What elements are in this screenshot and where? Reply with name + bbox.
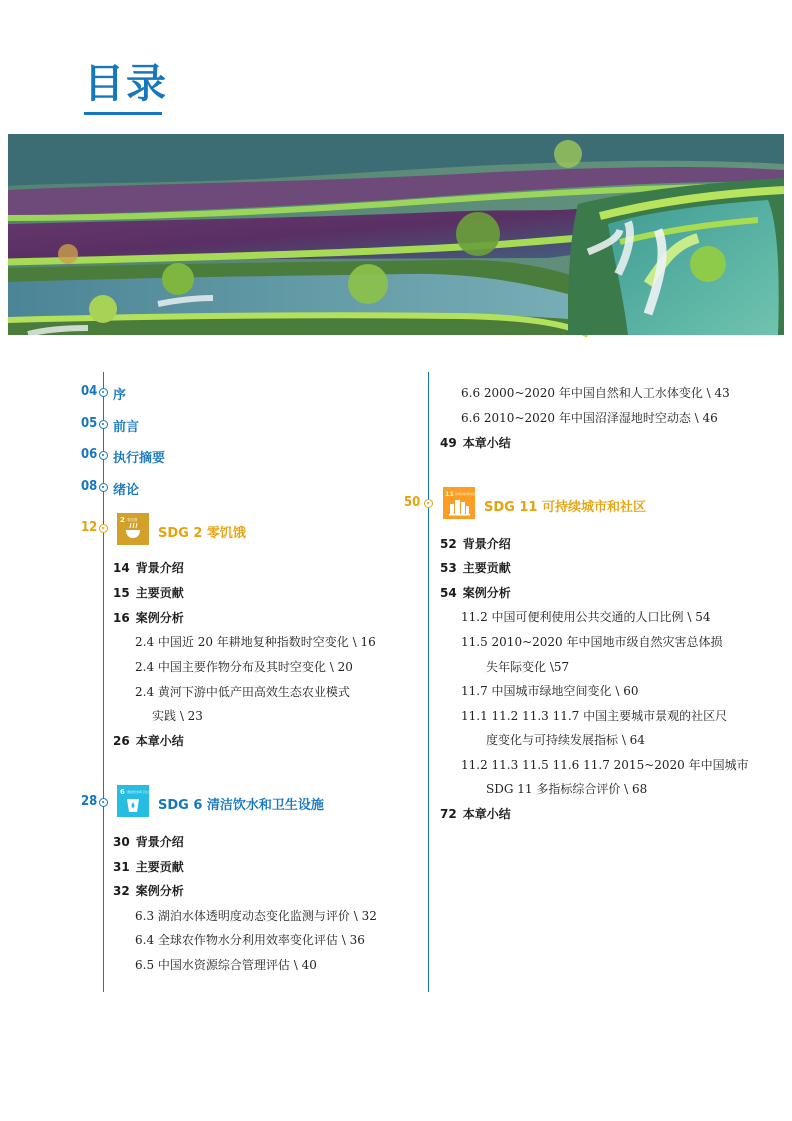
section-case-analysis[interactable]	[440, 584, 511, 601]
section-label: 本章小结	[135, 734, 184, 748]
case-item[interactable]: 6.3 湖泊水体透明度动态变化监测与评价 \ 32	[135, 909, 377, 923]
section-number: 16	[113, 611, 130, 625]
section-background[interactable]	[113, 833, 184, 850]
case-item[interactable]: 11.5 2010~2020 年中国地市级自然灾害总体损	[461, 635, 723, 649]
section-number: 54	[440, 586, 457, 600]
section-background[interactable]	[113, 559, 184, 576]
right-timeline-line	[428, 372, 429, 992]
toc-number: 04	[81, 384, 98, 399]
case-item[interactable]: 11.1 11.2 11.3 11.7 中国主要城市景观的社区尺	[461, 709, 728, 723]
section-label: 本章小结	[462, 807, 511, 821]
section-label: 背景介绍	[135, 835, 184, 849]
section-label: 本章小结	[462, 436, 511, 450]
sdg6-number: 6	[120, 788, 125, 796]
case-item[interactable]: 11.2 11.3 11.5 11.6 11.7 2015~2020 年中国城市	[461, 758, 749, 772]
section-number: 53	[440, 561, 457, 575]
case-item[interactable]: 6.6 2010~2020 年中国沼泽湿地时空动态 \ 46	[461, 411, 718, 425]
toc-entry-preface[interactable]: 序	[113, 388, 127, 403]
sdg2-number: 2	[120, 516, 125, 524]
banner-photo	[8, 134, 784, 335]
case-item[interactable]: 11.2 中国可便利使用公共交通的人口比例 \ 54	[461, 610, 711, 624]
case-item[interactable]: 11.7 中国城市绿地空间变化 \ 60	[461, 684, 639, 698]
page-title: 目录	[84, 61, 168, 107]
section-label: 背景介绍	[135, 561, 184, 575]
timeline-dot-icon	[99, 483, 108, 492]
section-label: 案例分析	[462, 586, 511, 600]
case-item-continued[interactable]: SDG 11 多指标综合评价 \ 68	[486, 782, 648, 796]
toc-number: 08	[81, 479, 98, 494]
terraced-fields-photo	[8, 134, 784, 335]
section-number: 30	[113, 835, 130, 849]
section-contributions[interactable]	[113, 858, 184, 875]
chapter-title-sdg6[interactable]: SDG 6 清洁饮水和卫生设施	[158, 798, 324, 813]
case-item[interactable]: 6.5 中国水资源综合管理评估 \ 40	[135, 958, 317, 972]
timeline-dot-icon	[99, 524, 108, 533]
timeline-dot-icon	[99, 798, 108, 807]
case-item-continued[interactable]: 度变化与可持续发展指标 \ 64	[486, 733, 645, 747]
section-number: 72	[440, 807, 457, 821]
section-label: 案例分析	[135, 884, 184, 898]
toc-number: 06	[81, 447, 98, 462]
chapter-number: 12	[81, 520, 98, 535]
section-label: 主要贡献	[135, 860, 184, 874]
toc-entry-executive-summary[interactable]: 执行摘要	[113, 451, 166, 466]
section-background[interactable]	[440, 535, 511, 552]
section-chapter-summary[interactable]	[440, 805, 511, 822]
section-number: 14	[113, 561, 130, 575]
section-case-analysis[interactable]	[113, 882, 184, 899]
chapter-number: 28	[81, 794, 98, 809]
timeline-dot-icon	[99, 420, 108, 429]
chapter-title-sdg2[interactable]: SDG 2 零饥饿	[158, 526, 246, 541]
case-item-continued[interactable]: 实践 \ 23	[152, 709, 203, 723]
section-number: 31	[113, 860, 130, 874]
section-contributions[interactable]	[440, 559, 511, 576]
timeline-dot-icon	[424, 499, 433, 508]
sdg2-icon	[117, 513, 149, 545]
timeline-dot-icon	[99, 451, 108, 460]
section-contributions[interactable]	[113, 584, 184, 601]
section-label: 背景介绍	[462, 537, 511, 551]
toc-entry-foreword[interactable]: 前言	[113, 420, 140, 435]
chapter-title-sdg11[interactable]: SDG 11 可持续城市和社区	[484, 500, 646, 515]
section-label: 主要贡献	[135, 586, 184, 600]
sdg11-icon	[443, 487, 475, 519]
sdg11-caption: 可持续城市和社区	[455, 493, 476, 496]
case-item[interactable]: 2.4 黄河下游中低产田高效生态农业模式	[135, 685, 350, 699]
section-case-analysis[interactable]	[113, 609, 184, 626]
sdg6-caption: 清洁饮水和卫生设施	[127, 790, 155, 794]
case-item-continued[interactable]: 失年际变化 \57	[486, 660, 570, 674]
section-number: 26	[113, 734, 130, 748]
section-label: 案例分析	[135, 611, 184, 625]
toc-entry-introduction[interactable]: 绪论	[113, 483, 140, 498]
case-item[interactable]: 6.6 2000~2020 年中国自然和人工水体变化 \ 43	[461, 386, 730, 400]
timeline-dot-icon	[99, 388, 108, 397]
sdg6-icon	[117, 785, 155, 817]
sdg11-number: 11	[445, 490, 455, 498]
chapter-number: 50	[404, 495, 421, 510]
title-underline	[84, 112, 162, 115]
section-number: 52	[440, 537, 457, 551]
left-timeline-line	[103, 372, 104, 992]
section-number: 15	[113, 586, 130, 600]
section-number: 49	[440, 436, 457, 450]
section-number: 32	[113, 884, 130, 898]
sdg2-caption: 零饥饿	[127, 518, 138, 522]
section-label: 主要贡献	[462, 561, 511, 575]
case-item[interactable]: 2.4 中国近 20 年耕地复种指数时空变化 \ 16	[135, 635, 376, 649]
section-chapter-summary[interactable]	[113, 732, 184, 749]
case-item[interactable]: 6.4 全球农作物水分利用效率变化评估 \ 36	[135, 933, 365, 947]
toc-number: 05	[81, 416, 98, 431]
section-chapter-summary[interactable]	[440, 434, 511, 451]
case-item[interactable]: 2.4 中国主要作物分布及其时空变化 \ 20	[135, 660, 353, 674]
